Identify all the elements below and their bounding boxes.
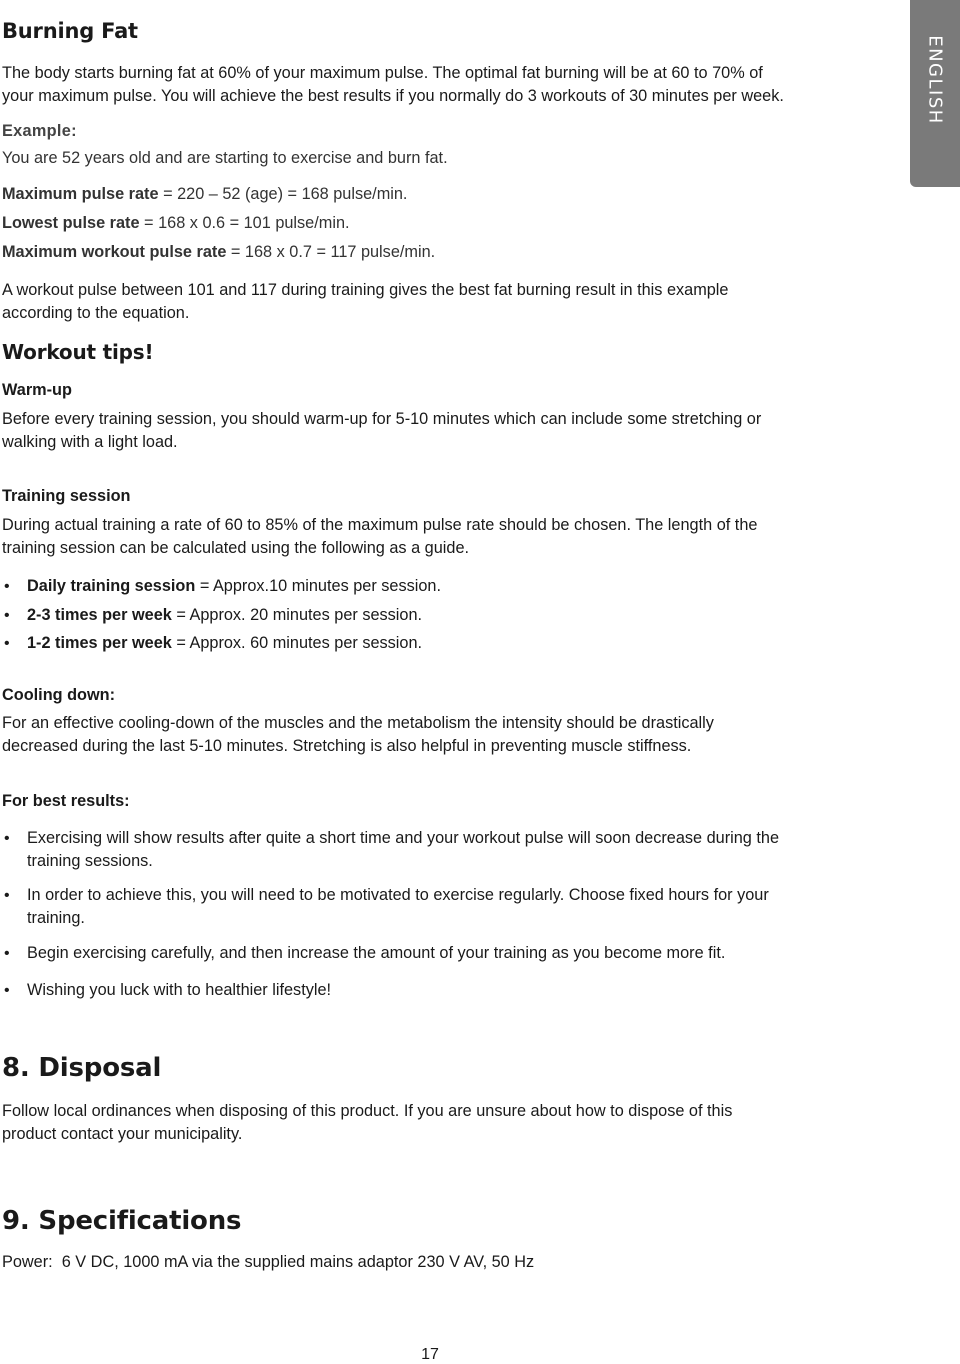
- cooling-heading: Cooling down:: [2, 686, 116, 704]
- calc-max-pulse-value: = 220 – 52 (age) = 168 pulse/min.: [158, 185, 408, 203]
- bullet-value: = Approx. 20 minutes per session.: [171, 606, 423, 624]
- bullet-dot-icon: •: [4, 982, 10, 999]
- best-results-bullet: [2, 942, 862, 965]
- bullet-line-2: training sessions.: [27, 852, 153, 870]
- best-results-bullet: [2, 884, 862, 930]
- bullet-dot-icon: •: [4, 830, 10, 847]
- conclusion-line-1: A workout pulse between 101 and 117 during training gives the best fat burning result in this example: [2, 281, 729, 299]
- bullet-line-1: In order to achieve this, you will need to be motivated to exercise regularly. Choose fixed hours for your: [27, 886, 769, 904]
- example-label: Example:: [2, 122, 77, 140]
- bullet-label: Daily training session: [27, 577, 196, 595]
- disposal-line-2: product contact your municipality.: [2, 1125, 243, 1143]
- bullet-label: 2-3 times per week: [27, 606, 172, 624]
- training-heading: Training session: [2, 487, 131, 505]
- page-number: 17: [421, 1346, 439, 1363]
- burning-fat-intro-line-1: The body starts burning fat at 60% of your maximum pulse. The optimal fat burning will be at 60 to 70% of: [2, 64, 763, 82]
- disposal-heading: 8. Disposal: [2, 1053, 162, 1083]
- specifications-power: Power: 6 V DC, 1000 mA via the supplied mains adaptor 230 V AV, 50 Hz: [2, 1253, 535, 1271]
- calc-lowest-pulse-value: = 168 x 0.6 = 101 pulse/min.: [139, 214, 350, 232]
- calc-max-workout-pulse-label: Maximum workout pulse rate: [2, 243, 227, 261]
- warmup-line-1: Before every training session, you should warm-up for 5-10 minutes which can include some stretching or: [2, 410, 762, 428]
- language-tab: [910, 0, 960, 187]
- bullet-line-1: Begin exercising carefully, and then increase the amount of your training as you become more fit.: [27, 944, 726, 962]
- warmup-heading: Warm-up: [2, 381, 72, 399]
- workout-tips-heading: Workout tips!: [2, 340, 154, 364]
- best-results-heading: For best results:: [2, 792, 130, 810]
- training-bullet-2-3: [2, 604, 862, 627]
- calc-lowest-pulse-label: Lowest pulse rate: [2, 214, 140, 232]
- calc-max-pulse-label: Maximum pulse rate: [2, 185, 159, 203]
- burning-fat-intro-line-2: your maximum pulse. You will achieve the best results if you normally do 3 workouts of 30 minutes per week.: [2, 87, 784, 105]
- bullet-dot-icon: •: [4, 635, 10, 652]
- bullet-dot-icon: •: [4, 945, 10, 962]
- bullet-line-1: Exercising will show results after quite a short time and your workout pulse will soon decrease during the: [27, 829, 780, 847]
- cooling-line-1: For an effective cooling-down of the muscles and the metabolism the intensity should be drastically: [2, 714, 714, 732]
- best-results-bullet: [2, 979, 862, 1002]
- bullet-dot-icon: •: [4, 578, 10, 595]
- training-line-2: training session can be calculated using the following as a guide.: [2, 539, 470, 557]
- bullet-line-1: Wishing you luck with to healthier lifestyle!: [27, 981, 332, 999]
- cooling-line-2: decreased during the last 5-10 minutes. Stretching is also helpful in preventing muscle stiffness.: [2, 737, 692, 755]
- bullet-value: = Approx. 60 minutes per session.: [171, 634, 423, 652]
- example-text: You are 52 years old and are starting to exercise and burn fat.: [2, 149, 448, 167]
- best-results-bullet: [2, 827, 862, 873]
- bullet-label: 1-2 times per week: [27, 634, 172, 652]
- training-bullet-daily: [2, 575, 862, 598]
- bullet-dot-icon: •: [4, 887, 10, 904]
- calc-max-workout-pulse-value: = 168 x 0.7 = 117 pulse/min.: [226, 243, 436, 261]
- conclusion-line-2: according to the equation.: [2, 304, 190, 322]
- training-line-1: During actual training a rate of 60 to 85% of the maximum pulse rate should be chosen. The length of the: [2, 516, 758, 534]
- bullet-value: = Approx.10 minutes per session.: [195, 577, 442, 595]
- specifications-heading: 9. Specifications: [2, 1206, 242, 1236]
- language-tab-label: ENGLISH: [924, 35, 946, 125]
- bullet-line-2: training.: [27, 909, 85, 927]
- warmup-line-2: walking with a light load.: [2, 433, 178, 451]
- calc-max-pulse: [2, 183, 407, 206]
- disposal-line-1: Follow local ordinances when disposing of this product. If you are unsure about how to dispose of this: [2, 1102, 733, 1120]
- calc-lowest-pulse: [2, 212, 350, 235]
- burning-fat-heading: Burning Fat: [2, 19, 138, 43]
- bullet-dot-icon: •: [4, 607, 10, 624]
- training-bullet-1-2: [2, 632, 862, 655]
- calc-max-workout-pulse: [2, 241, 435, 264]
